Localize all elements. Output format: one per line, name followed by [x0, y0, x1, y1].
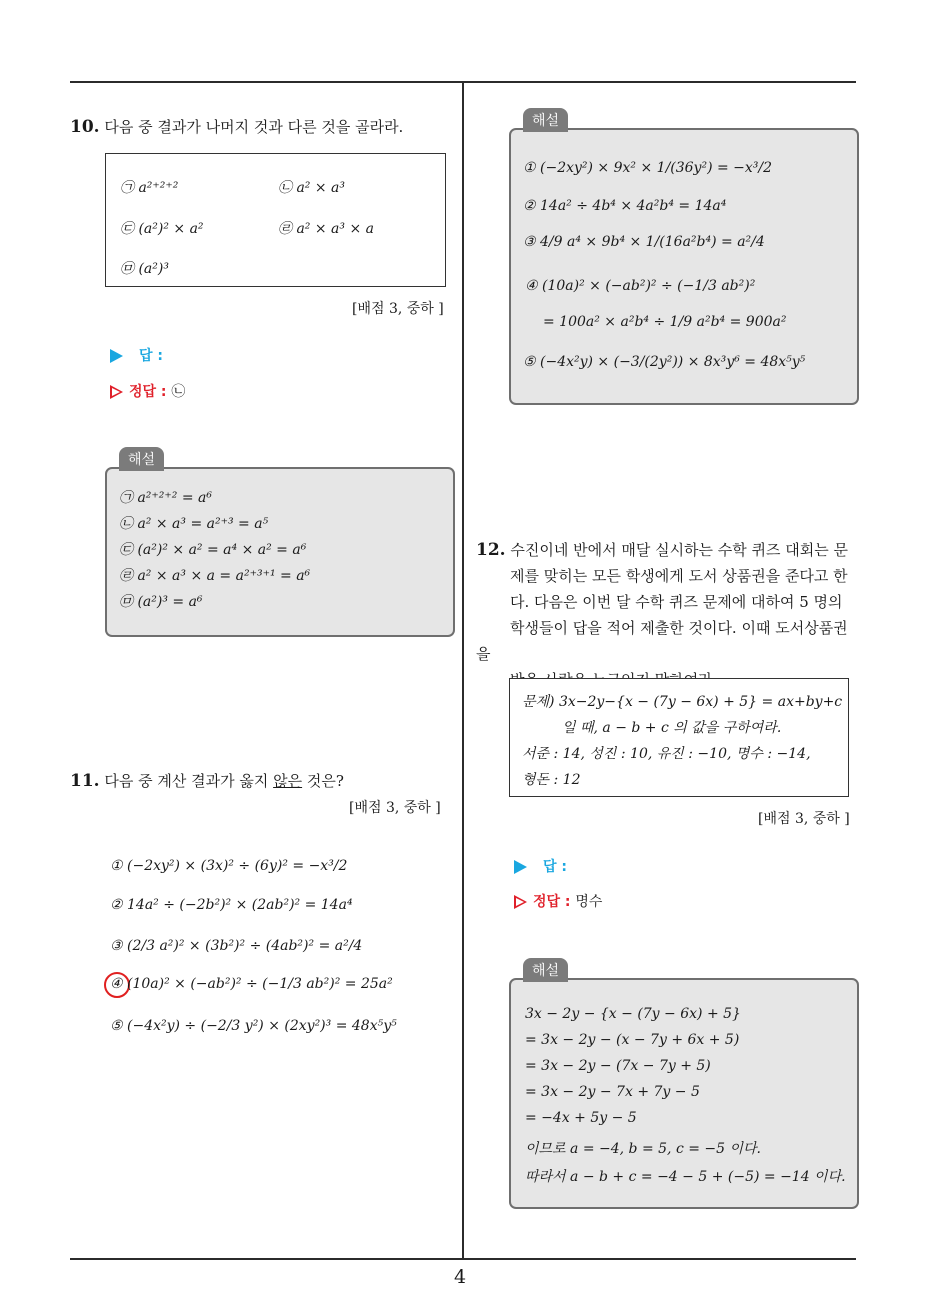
- option-b: ㉡ a² × a³: [278, 180, 345, 196]
- solution-line: ㉢ (a²)² × a² = a⁴ × a² = a⁶: [119, 542, 307, 558]
- options-box: [105, 153, 446, 287]
- question-number: 12.: [476, 540, 506, 560]
- answer-row: 답 :: [110, 345, 163, 365]
- solution-line: 3x − 2y − {x − (7y − 6x) + 5}: [525, 1006, 741, 1022]
- triangle-outline-icon: [514, 895, 527, 909]
- question-number: 11.: [70, 771, 100, 791]
- question-text: 다음 중 결과가 나머지 것과 다른 것을 골라라.: [104, 118, 404, 136]
- option-e: ㉤ (a²)³: [120, 261, 169, 277]
- question-text-line: 제를 맞히는 모든 학생에게 도서 상품권을 준다고 한: [510, 567, 848, 585]
- solution-line: 이므로 a = −4, b = 5, c = −5 이다.: [525, 1141, 761, 1157]
- question-text: 다음 중 계산 결과가 옳지: [104, 772, 274, 790]
- option-4: ④ (10a)² × (−ab²)² ÷ (−1/3 ab²)² = 25a²: [110, 976, 393, 992]
- question-11: [70, 768, 344, 794]
- solution-line: ② 14a² ÷ 4b⁴ × 4a²b⁴ = 14a⁴: [523, 198, 727, 214]
- solution-line: ㉠ a²⁺²⁺² = a⁶: [119, 490, 213, 506]
- triangle-outline-icon: [110, 385, 123, 399]
- question-text-line: 수진이네 반에서 매달 실시하는 수학 퀴즈 대회는 문: [510, 541, 849, 559]
- solution-line: 따라서 a − b + c = −4 − 5 + (−5) = −14 이다.: [525, 1169, 846, 1185]
- answer-row: 답 :: [514, 856, 567, 876]
- solution-line: ⑤ (−4x²y) × (−3/(2y²)) × 8x³y⁶ = 48x⁵y⁵: [523, 354, 806, 370]
- solution-line: = −4x + 5y − 5: [525, 1110, 637, 1126]
- play-icon: [514, 860, 527, 874]
- question-text-line: 학생들이 답을 적어 제출한 것이다. 이때 도서상품권을: [476, 619, 848, 663]
- option-2: ② 14a² ÷ (−2b²)² × (2ab²)² = 14a⁴: [110, 897, 353, 913]
- correct-value: 명수: [575, 894, 603, 910]
- correct-value: ㉡: [171, 384, 186, 400]
- problem-box: [509, 678, 849, 797]
- page-number: 4: [454, 1266, 467, 1288]
- question-text: 것은?: [302, 772, 344, 790]
- score-label: [배점 3, 중하 ]: [352, 301, 444, 317]
- question-number: 10.: [70, 117, 100, 137]
- question-12: [476, 537, 862, 693]
- solution-line: = 3x − 2y − (7x − 7y + 5): [525, 1058, 711, 1074]
- solution-line: ㉣ a² × a³ × a = a²⁺³⁺¹ = a⁶: [119, 568, 311, 584]
- solution-box: [509, 113, 859, 405]
- solution-line: = 3x − 2y − 7x + 7y − 5: [525, 1084, 700, 1100]
- option-3: ③ (2/3 a²)² × (3b²)² ÷ (4ab²)² = a²/4: [110, 938, 363, 954]
- solution-line: ㉤ (a²)³ = a⁶: [119, 594, 203, 610]
- solution-line: ㉡ a² × a³ = a²⁺³ = a⁵: [119, 516, 269, 532]
- option-c: ㉢ (a²)² × a²: [120, 221, 204, 237]
- question-10: [70, 114, 403, 140]
- option-a: ㉠ a²⁺²⁺²: [120, 180, 179, 196]
- solution-tag: 해설: [523, 958, 568, 982]
- problem-line: 일 때, a − b + c 의 값을 구하여라.: [562, 720, 782, 736]
- question-text-line: 다. 다음은 이번 달 수학 퀴즈 문제에 대하여 5 명의: [510, 593, 843, 611]
- solution-box: [105, 452, 455, 637]
- option-d: ㉣ a² × a³ × a: [278, 221, 374, 237]
- problem-line: 문제) 3x−2y−{x − (7y − 6x) + 5} = ax+by+c: [522, 694, 843, 710]
- score-label: [배점 3, 중하 ]: [349, 800, 441, 816]
- solution-box: [509, 963, 859, 1209]
- problem-line: 형돈 : 12: [522, 772, 581, 788]
- score-label: [배점 3, 중하 ]: [758, 811, 850, 827]
- solution-line: ④ (10a)² × (−ab²)² ÷ (−1/3 ab²)²: [525, 278, 756, 294]
- solution-line: = 100a² × a²b⁴ ÷ 1/9 a²b⁴ = 900a²: [543, 314, 787, 330]
- solution-tag: 해설: [119, 447, 164, 471]
- question-text-underlined: 않은: [273, 772, 303, 790]
- solution-line: ① (−2xy²) × 9x² × 1/(36y²) = −x³/2: [523, 160, 773, 176]
- bottom-rule: [70, 1258, 856, 1260]
- option-1: ① (−2xy²) × (3x)² ÷ (6y)² = −x³/2: [110, 858, 348, 874]
- correct-answer-row: 정답 : 명수: [514, 891, 602, 911]
- solution-line: ③ 4/9 a⁴ × 9b⁴ × 1/(16a²b⁴) = a²/4: [523, 234, 765, 250]
- play-icon: [110, 349, 123, 363]
- correct-answer-row: 정답 : ㉡: [110, 381, 185, 401]
- solution-tag: 해설: [523, 108, 568, 132]
- problem-line: 서준 : 14, 성진 : 10, 유진 : −10, 명수 : −14,: [522, 746, 811, 762]
- option-5: ⑤ (−4x²y) ÷ (−2/3 y²) × (2xy²)³ = 48x⁵y⁵: [110, 1018, 397, 1034]
- solution-line: = 3x − 2y − (x − 7y + 6x + 5): [525, 1032, 740, 1048]
- column-divider: [462, 82, 464, 1259]
